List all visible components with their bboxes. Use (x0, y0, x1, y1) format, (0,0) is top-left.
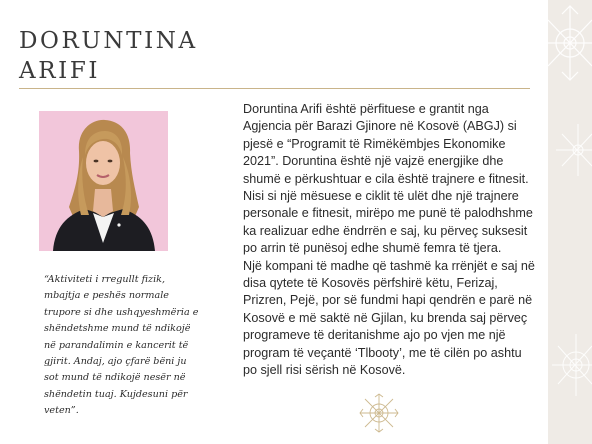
name-line-first: DORUNTINA (19, 28, 198, 54)
bio-paragraph-1: Doruntina Arifi është përfituese e grantit nga Agjencia për Barazi Gjinore në Kosovë (ABGJ) si pjesë e “Programit të Rimëkëmbjes Ekonomike 2021”. Doruntina është një vajzë energjike dhe shumë e përkushtuar e cila është trajnere e fitnesit. Nisi si një mësuese e ciklit të ulët dhe një trajnere personale e fitnesit, mirëpo me punë të palodhshme ka realizuar edhe ëndrrën e saj, ku përveç suksesit po arrin të punësoj edhe shumë femra të tjera. (243, 102, 533, 256)
name-line-last: ARIFI (19, 58, 101, 84)
quote-text: “Aktiviteti i rregullt fizik, mbajtja e peshës normale trupore si dhe ushqyeshmëria e shëndetshme mund të ndikojë në parandalimin e kancerit të gjirit. Andaj, ajo çfarë bëni ju sot mund të ndikojë nesër në shëndetin tuaj. Kujdesuni për veten”. (44, 274, 199, 417)
snowflake-ornament-icon (548, 120, 592, 180)
snowflake-ornament-icon (358, 392, 400, 434)
biography (243, 101, 543, 380)
snowflake-ornament-icon (510, 0, 592, 90)
header-divider (19, 88, 530, 89)
person-name-title (19, 26, 198, 86)
snowflake-ornament-icon (548, 330, 592, 400)
portrait-photo (39, 111, 168, 251)
bio-paragraph-2: Një kompani të madhe që tashmë ka rrënjët e saj në disa qytete të Kosovës përfshirë këtu, Ferizaj, Prizren, Pejë, por së fundmi hapi qendrën e parë në Kosovë e më saktë në Gjilan, ku brenda saj përveç programeve të deritanishme ajo po vjen me një program të veçantë ‘Tlbooty’, me të cilën po ashtu po sjell risi sërish në Kosovë. (243, 258, 535, 378)
